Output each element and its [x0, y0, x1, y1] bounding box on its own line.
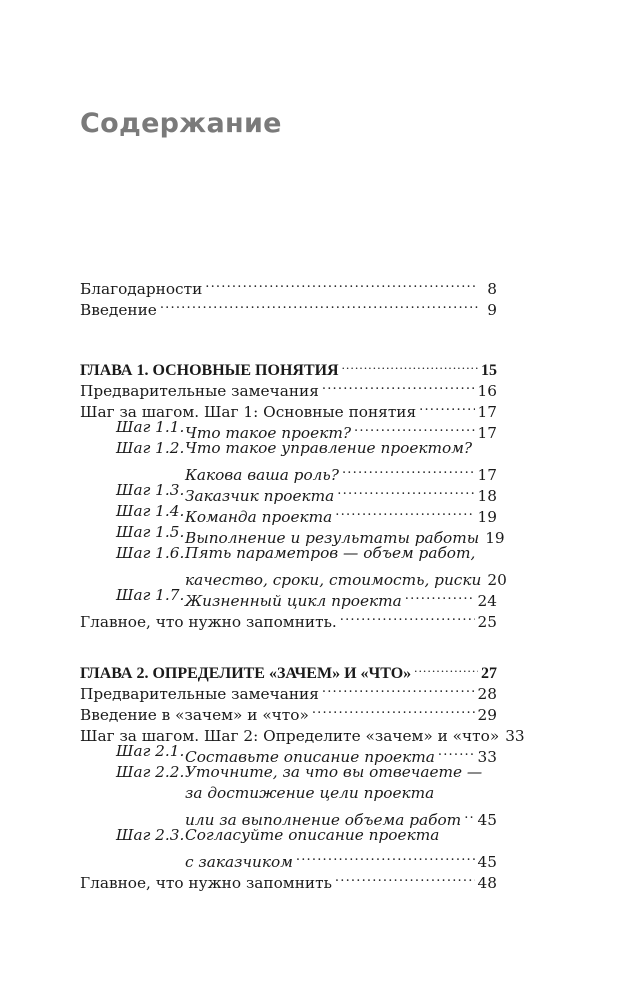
toc-step-continuation[interactable] — [80, 564, 507, 589]
toc-entry-page: 29 — [477, 706, 497, 724]
toc-step[interactable] — [80, 741, 497, 766]
chapter-page: 27 — [481, 665, 497, 682]
toc-step-continuation[interactable] — [80, 783, 497, 804]
step-title: Что такое проект? — [185, 424, 352, 442]
step-label: Шаг 1.3. — [116, 481, 185, 499]
dot-leader — [464, 804, 474, 825]
step-page: 24 — [477, 592, 497, 610]
toc-entry-title: Главное, что нужно запомнить — [80, 874, 332, 892]
dot-leader — [335, 867, 475, 888]
step-title: качество, сроки, стоимость, риски — [185, 571, 482, 589]
step-label: Шаг 1.4. — [116, 502, 185, 520]
step-label: Шаг 2.3. — [116, 826, 185, 844]
toc-entry-title: Благодарности — [80, 280, 203, 298]
toc-step[interactable] — [80, 438, 497, 459]
toc-entry-title: Шаг за шагом. Шаг 1: Основные понятия — [80, 403, 417, 421]
toc-entry-title: Введение в «зачем» и «что» — [80, 706, 309, 724]
step-page: 19 — [477, 508, 497, 526]
toc-entry[interactable] — [80, 720, 525, 745]
toc-step[interactable] — [80, 417, 497, 442]
page-title: Содержание — [80, 108, 282, 139]
step-label: Шаг 2.1. — [116, 742, 185, 760]
toc-entry-title: Главное, что нужно запомнить. — [80, 613, 337, 631]
dot-leader — [205, 273, 478, 294]
toc-entry-page: 8 — [487, 280, 497, 298]
step-label: Шаг 1.7. — [116, 586, 185, 604]
step-title: Выполнение и результаты работы — [185, 529, 480, 547]
step-page: 18 — [477, 487, 497, 505]
dot-leader — [438, 741, 475, 762]
dot-leader — [342, 354, 478, 375]
step-title: Жизненный цикл проекта — [185, 592, 402, 610]
dot-leader — [354, 417, 474, 438]
step-title: Команда проекта — [185, 508, 333, 526]
step-title: за достижение цели проекта — [185, 784, 435, 802]
toc-chapter-1 — [80, 354, 507, 631]
step-label: Шаг 2.2. — [116, 763, 185, 781]
chapter-heading[interactable] — [80, 354, 497, 379]
toc-entry-page: 9 — [487, 301, 497, 319]
step-page: 17 — [477, 424, 497, 442]
toc-front-matter — [80, 273, 497, 319]
step-title: или за выполнение объема работ — [185, 811, 462, 829]
toc-entry-title: Предварительные замечания — [80, 685, 319, 703]
step-page: 33 — [477, 748, 497, 766]
step-page: 19 — [485, 529, 505, 547]
step-title: Уточните, за что вы отвечаете — — [185, 763, 483, 781]
toc-entry[interactable] — [80, 606, 497, 631]
dot-leader — [337, 480, 474, 501]
step-label: Шаг 1.6. — [116, 544, 185, 562]
dot-leader — [414, 657, 478, 678]
toc-step-continuation[interactable] — [80, 804, 497, 829]
toc-step[interactable] — [80, 501, 497, 526]
toc-entry[interactable] — [80, 678, 497, 703]
dot-leader — [160, 294, 478, 315]
step-title: Какова ваша роль? — [185, 466, 339, 484]
step-label: Шаг 1.1. — [116, 418, 185, 436]
chapter-heading[interactable] — [80, 657, 497, 682]
toc-entry[interactable] — [80, 699, 497, 724]
step-label: Шаг 1.2. — [116, 439, 185, 457]
toc-entry[interactable] — [80, 375, 497, 400]
toc-entry-page: 25 — [477, 613, 497, 631]
dot-leader — [340, 606, 475, 627]
step-title: с заказчиком — [185, 853, 293, 871]
toc-entry-page: 16 — [477, 382, 497, 400]
toc-step-continuation[interactable] — [80, 459, 497, 484]
toc-chapter-2 — [80, 657, 525, 892]
dot-leader — [342, 459, 475, 480]
step-title: Согласуйте описание проекта — [185, 826, 440, 844]
step-label: Шаг 1.5. — [116, 523, 185, 541]
step-title: Пять параметров — объем работ, — [185, 544, 476, 562]
chapter-title: ГЛАВА 1. ОСНОВНЫЕ ПОНЯТИЯ — [80, 362, 339, 379]
toc-entry-title: Шаг за шагом. Шаг 2: Определите «зачем» и «что» — [80, 727, 500, 745]
chapter-title: ГЛАВА 2. ОПРЕДЕЛИТЕ «ЗАЧЕМ» И «ЧТО» — [80, 665, 412, 682]
toc-entry-page: 33 — [505, 727, 525, 745]
toc-entry-page: 48 — [477, 874, 497, 892]
toc-entry[interactable] — [80, 294, 497, 319]
step-page: 45 — [477, 853, 497, 871]
dot-leader — [296, 846, 475, 867]
step-page: 45 — [477, 811, 497, 829]
dot-leader — [419, 396, 474, 417]
dot-leader — [335, 501, 474, 522]
step-title: Заказчик проекта — [185, 487, 335, 505]
toc-entry[interactable] — [80, 273, 497, 298]
toc-step[interactable] — [80, 825, 497, 846]
toc-entry[interactable] — [80, 867, 497, 892]
dot-leader — [405, 585, 475, 606]
toc-entry[interactable] — [80, 396, 497, 421]
toc-entry-page: 17 — [477, 403, 497, 421]
dot-leader — [322, 678, 475, 699]
toc-step[interactable] — [80, 762, 497, 783]
toc-entry-title: Предварительные замечания — [80, 382, 319, 400]
toc-step-continuation[interactable] — [80, 846, 497, 871]
step-page: 20 — [487, 571, 507, 589]
chapter-page: 15 — [481, 362, 497, 379]
toc-entry-title: Введение — [80, 301, 157, 319]
step-page: 17 — [477, 466, 497, 484]
dot-leader — [312, 699, 475, 720]
step-title: Что такое управление проектом? — [185, 439, 473, 457]
toc-step[interactable] — [80, 522, 505, 547]
dot-leader — [322, 375, 475, 396]
toc-step[interactable] — [80, 585, 497, 610]
toc-step[interactable] — [80, 480, 497, 505]
toc-step[interactable] — [80, 543, 497, 564]
step-title: Составьте описание проекта — [185, 748, 435, 766]
toc-entry-page: 28 — [477, 685, 497, 703]
